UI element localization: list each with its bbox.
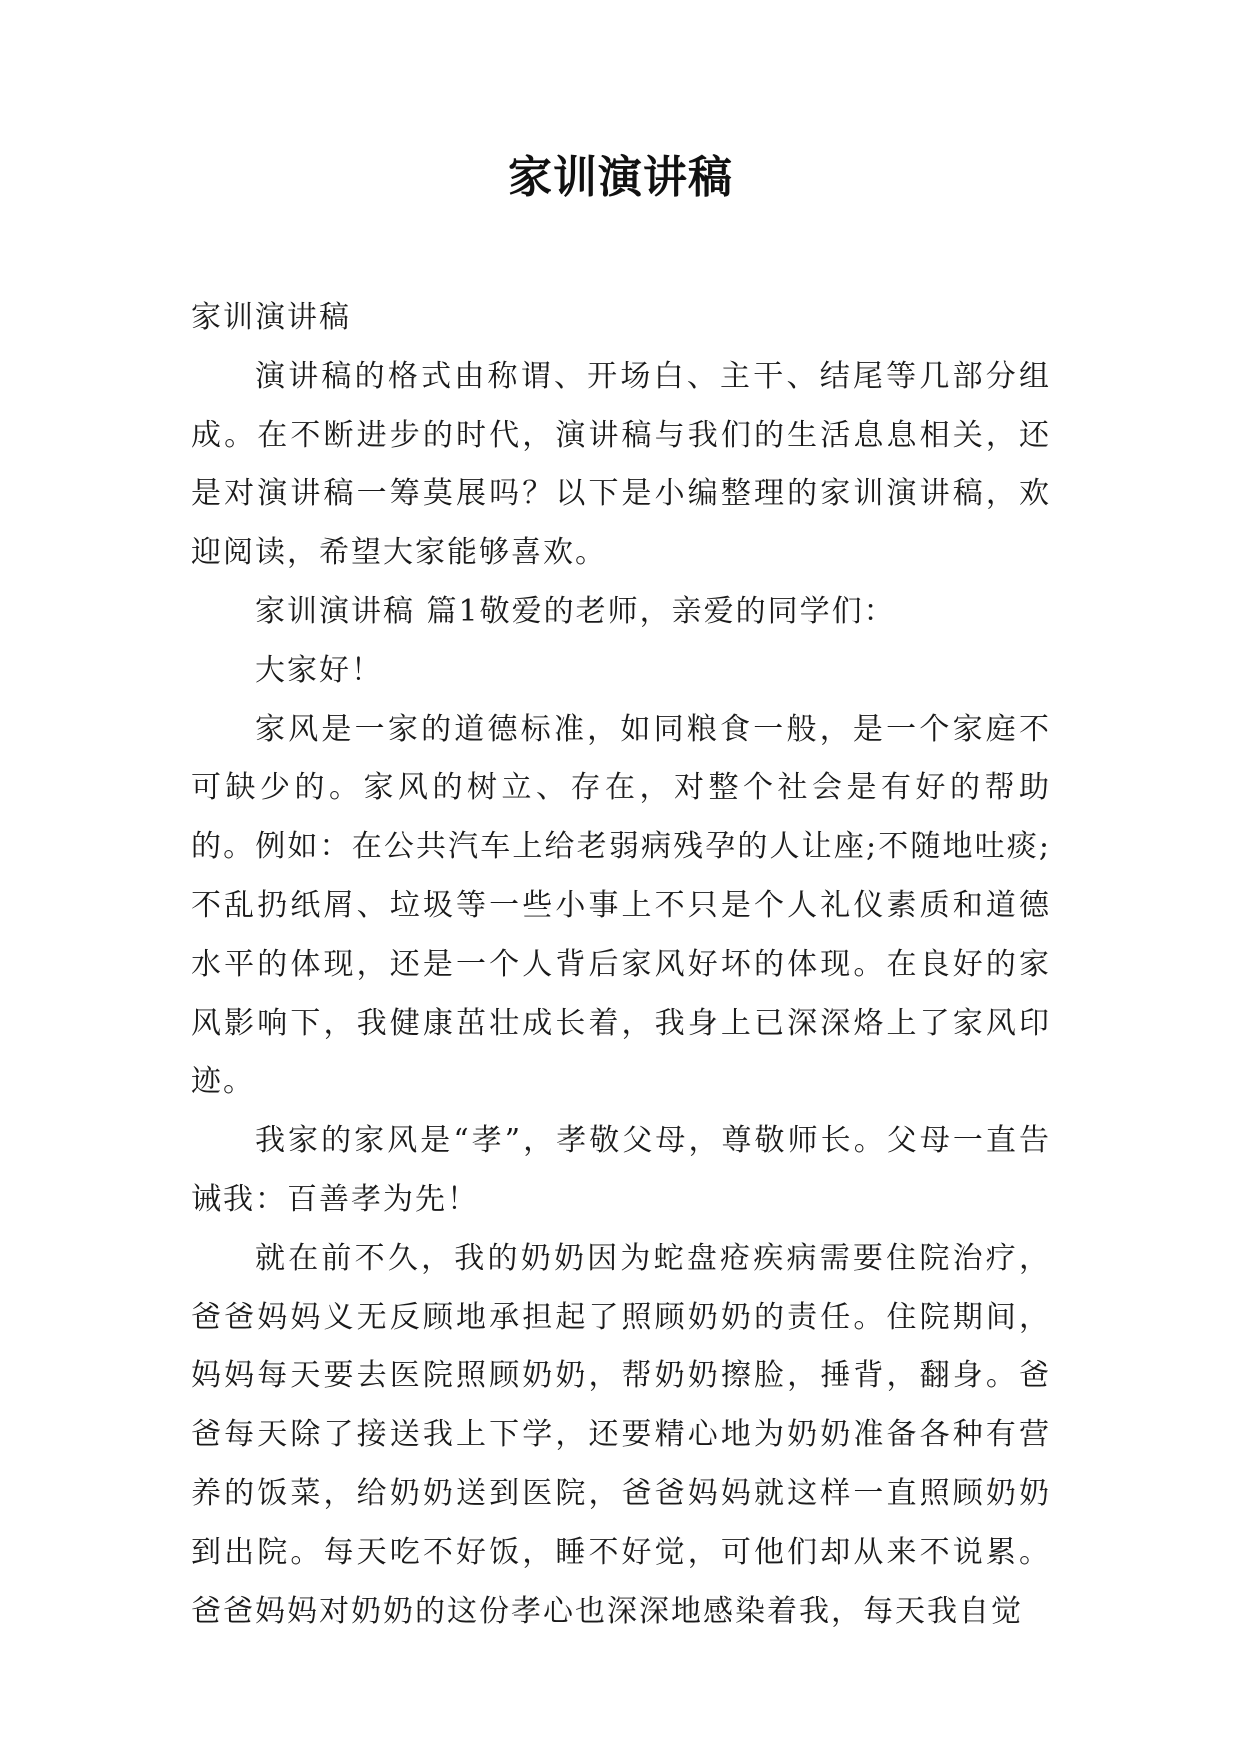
paragraph-heading: 家训演讲稿: [191, 300, 351, 335]
paragraph-greeting: 大家好！: [255, 652, 383, 688]
document-title: 家训演讲稿: [508, 152, 733, 203]
paragraph-intro: 演讲稿的格式由称谓、开场白、主干、结尾等几部分组成。在不断进步的时代，演讲稿与我们的生活息息相关，还是对演讲稿一筹莫展吗？以下是小编整理的家训演讲稿，欢迎阅读，希望大家能够喜欢。: [191, 358, 1051, 571]
document-body: [191, 289, 1051, 1641]
paragraph-grandmother-story: 就在前不久，我的奶奶因为蛇盘疮疾病需要住院治疗，爸爸妈妈义无反顾地承担起了照顾奶奶的责任。住院期间，妈妈每天要去医院照顾奶奶，帮奶奶擦脸，捶背，翻身。爸爸每天除了接送我上下学，还要精心地为奶奶准备各种有营养的饭菜，给奶奶送到医院，爸爸妈妈就这样一直照顾奶奶到出院。每天吃不好饭，睡不好觉，可他们却从来不说累。爸爸妈妈对奶奶的这份孝心也深深地感染着我，每天我自觉: [191, 1240, 1051, 1629]
paragraph-family-style: 家风是一家的道德标准，如同粮食一般，是一个家庭不可缺少的。家风的树立、存在，对整个社会是有好的帮助的。例如：在公共汽车上给老弱病残孕的人让座;不随地吐痰;不乱扔纸屑、垃圾等一些小事上不只是个人礼仪素质和道德水平的体现，还是一个人背后家风好坏的体现。在良好的家风影响下，我健康茁壮成长着，我身上已深深烙上了家风印迹。: [191, 711, 1051, 1100]
paragraph-filial-piety: 我家的家风是“孝”，孝敬父母，尊敬师长。父母一直告诫我：百善孝为先！: [191, 1123, 1051, 1217]
paragraph-salutation: 家训演讲稿 篇1敬爱的老师，亲爱的同学们：: [255, 593, 896, 629]
